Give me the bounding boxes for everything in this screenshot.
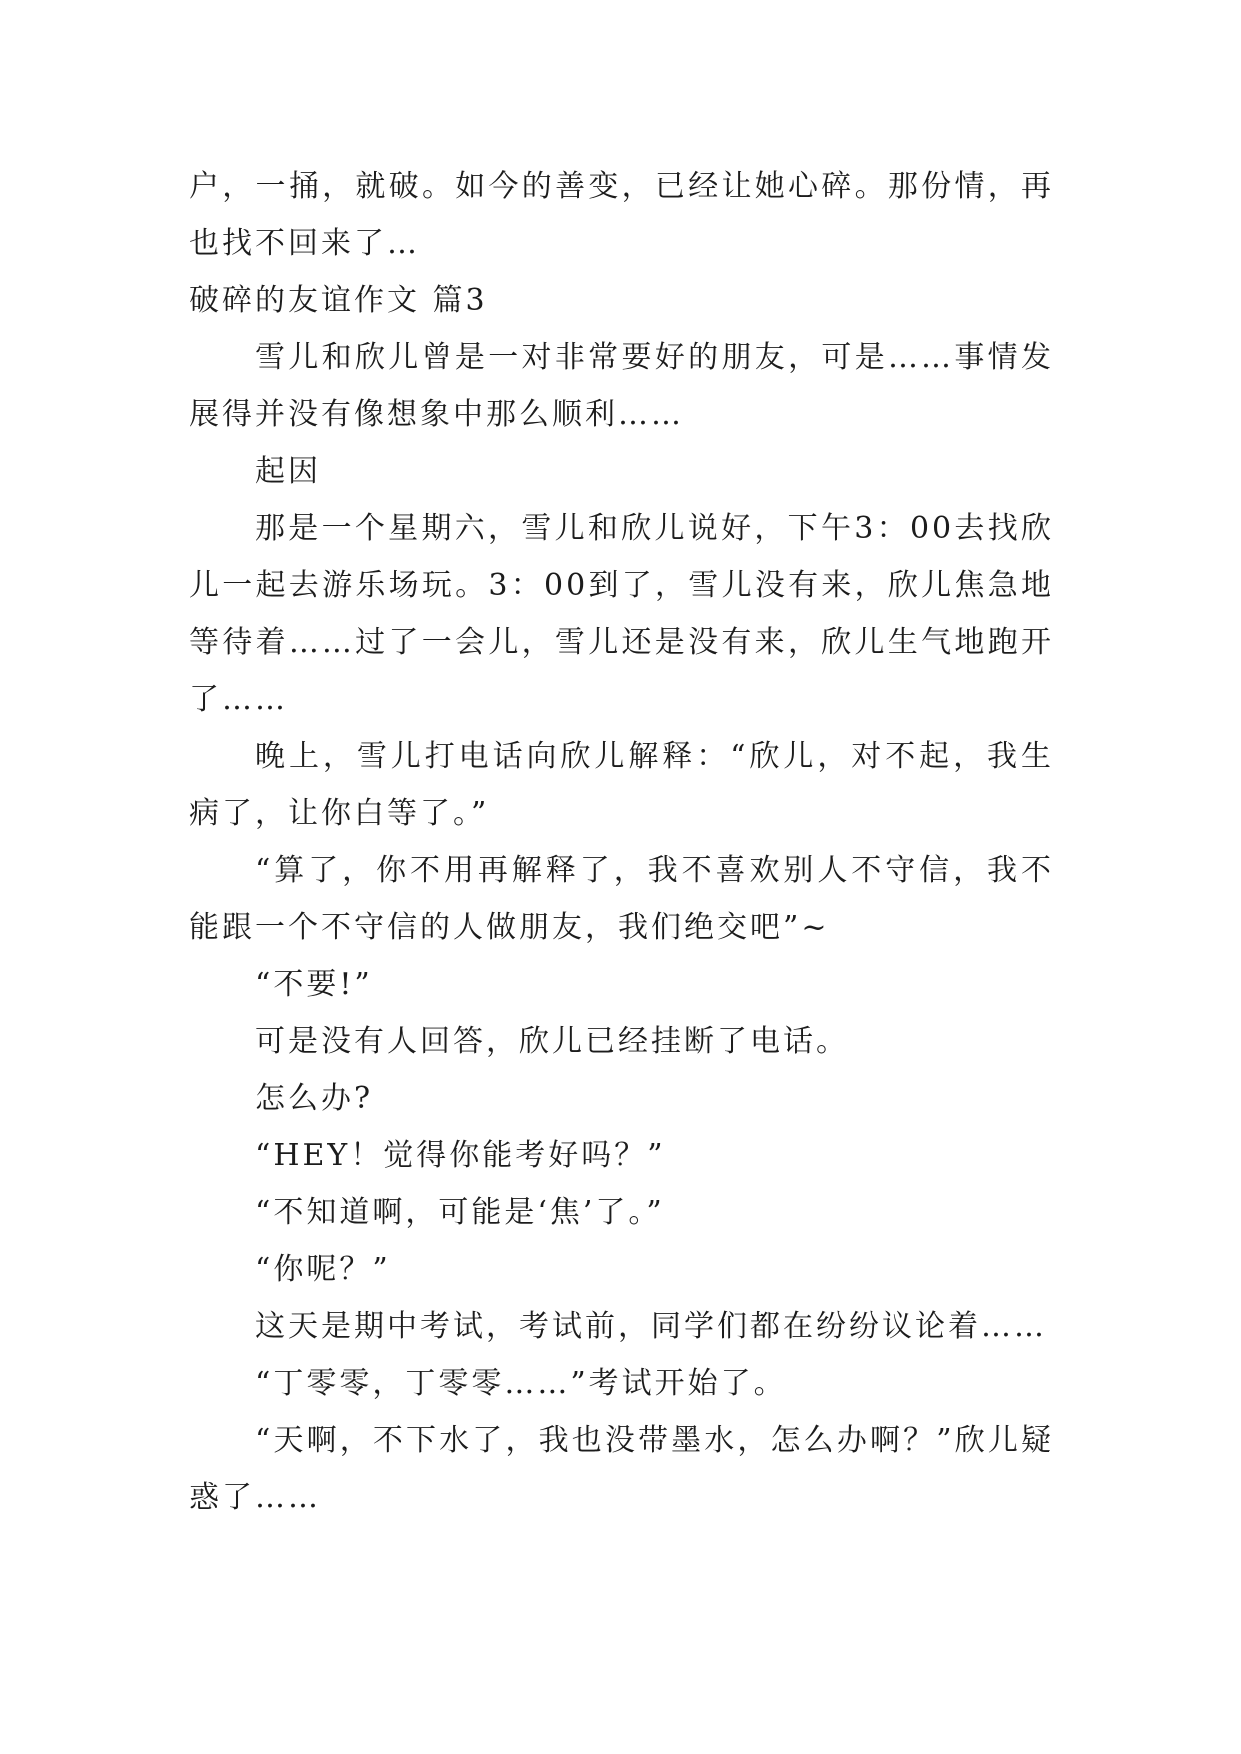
paragraph-1: 户，一捅，就破。如今的善变，已经让她心碎。那份情，再也找不回来了… [189, 169, 1054, 261]
section-heading: 破碎的友谊作文 篇3 [189, 283, 488, 318]
paragraph-2: 雪儿和欣儿曾是一对非常要好的朋友，可是……事情发展得并没有像想象中那么顺利…… [189, 340, 1054, 432]
paragraph-13: 这天是期中考试，考试前，同学们都在纷纷议论着…… [255, 1309, 1047, 1344]
paragraph-6: “算了，你不用再解释了，我不喜欢别人不守信，我不能跟一个不守信的人做朋友，我们绝交吧”~ [189, 853, 1054, 945]
paragraph-4: 那是一个星期六，雪儿和欣儿说好，下午3：00去找欣儿一起去游乐场玩。3：00到了，雪儿没有来，欣儿焦急地等待着……过了一会儿，雪儿还是没有来，欣儿生气地跑开了…… [189, 511, 1054, 717]
paragraph-7: “不要!” [255, 967, 373, 1002]
paragraph-15: “天啊，不下水了，我也没带墨水，怎么办啊？”欣儿疑惑了…… [189, 1423, 1054, 1515]
paragraph-11: “不知道啊，可能是‘焦’了。” [255, 1195, 665, 1230]
paragraph-10: “HEY！觉得你能考好吗？” [255, 1138, 666, 1173]
paragraph-8: 可是没有人回答，欣儿已经挂断了电话。 [255, 1024, 849, 1059]
paragraph-3: 起因 [255, 454, 321, 489]
paragraph-12: “你呢？” [255, 1252, 391, 1287]
document-page [189, 158, 1054, 1526]
paragraph-9: 怎么办? [255, 1081, 374, 1116]
paragraph-5: 晚上，雪儿打电话向欣儿解释：“欣儿，对不起，我生病了，让你白等了。” [189, 739, 1054, 831]
paragraph-14: “丁零零，丁零零……”考试开始了。 [255, 1366, 787, 1401]
